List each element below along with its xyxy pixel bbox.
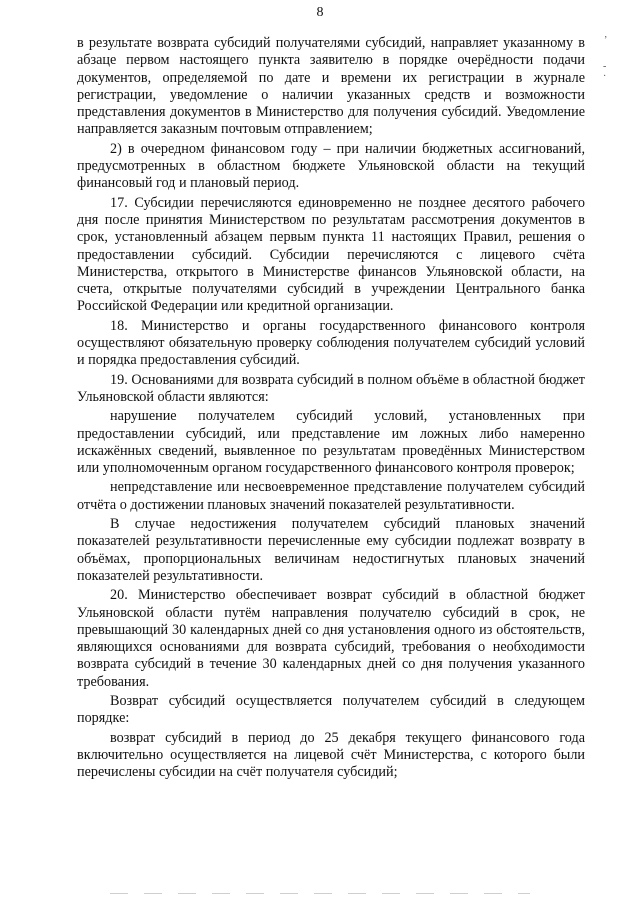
paragraph: В случае недостижения получателем субсидий плановых значений показателей результативности перечисленные ему субсидии подлежат возврату в объёмах, пропорциональных величинам недостигнутых плановых значений показателей результативности. <box>77 516 585 584</box>
scan-speck: - <box>603 61 607 72</box>
paragraph: 18. Министерство и органы государственного финансового контроля осуществляют обязательную проверку соблюдения получателем субсидий условий и порядка предоставления субсидий. <box>77 317 585 369</box>
page-number: 8 <box>316 5 324 20</box>
scan-artifact-line <box>110 893 530 894</box>
paragraph: Возврат субсидий осуществляется получателем субсидий в следующем порядке: <box>77 692 585 727</box>
paragraph: в результате возврата субсидий получателями субсидий, направляет указанному в абзаце первом настоящего пункта заявителю в порядке очерёдности подачи документов, определяемой по дате и времени их регистрации в журнале регистрации, уведомление о наличии указанных средств и возможности представления документов в Министерство для получения субсидий. Уведомление направляется заказным почтовым отправлением; <box>77 35 585 138</box>
paragraph: 17. Субсидии перечисляются единовременно не позднее десятого рабочего дня после принятия Министерством по результатам рассмотрения документов в срок, установленный абзацем первым пункта 11 настоящих Правил, решения о предоставлении субсидий. Субсидии перечисляются с лицевого счёта Министерства, открытого в Министерстве финансов Ульяновской области, на счета, открытые получателями субсидий в учреждении Центрального банка Российской Федерации или кредитной организации. <box>77 194 585 315</box>
scan-speck: ’ <box>604 35 608 46</box>
paragraph: возврат субсидий в период до 25 декабря текущего финансового года включительно осуществляется на лицевой счёт Министерства, с которого были перечислены субсидии на счёт получателя субсидий; <box>77 729 585 781</box>
paragraph: нарушение получателем субсидий условий, установленных при предоставлении субсидий, или представление им ложных либо намеренно искажённых сведений, выявленное по результатам проведённых Министерством или уполномоченным органом государственного финансового контроля проверок; <box>77 408 585 477</box>
paragraph: 2) в очередном финансовом году – при наличии бюджетных ассигнований, предусмотренных в областном бюджете Ульяновской области на текущий финансовый год и плановый период. <box>77 140 585 192</box>
paragraph: 20. Министерство обеспечивает возврат субсидий в областной бюджет Ульяновской области путём направления получателю субсидий в срок, не превышающий 30 календарных дней со дня установления одного из обстоятельств, являющихся основаниями для возврата субсидий, требования о необходимости возврата субсидий в течение 30 календарных дней со дня получения указанного требования. <box>77 587 585 690</box>
scan-speck: · <box>603 71 607 82</box>
paragraph: 19. Основаниями для возврата субсидий в полном объёме в областной бюджет Ульяновской области являются: <box>77 371 585 405</box>
paragraph: непредставление или несвоевременное представление получателем субсидий отчёта о достижении плановых значений показателей результативности. <box>77 479 585 513</box>
document-body <box>77 35 585 781</box>
